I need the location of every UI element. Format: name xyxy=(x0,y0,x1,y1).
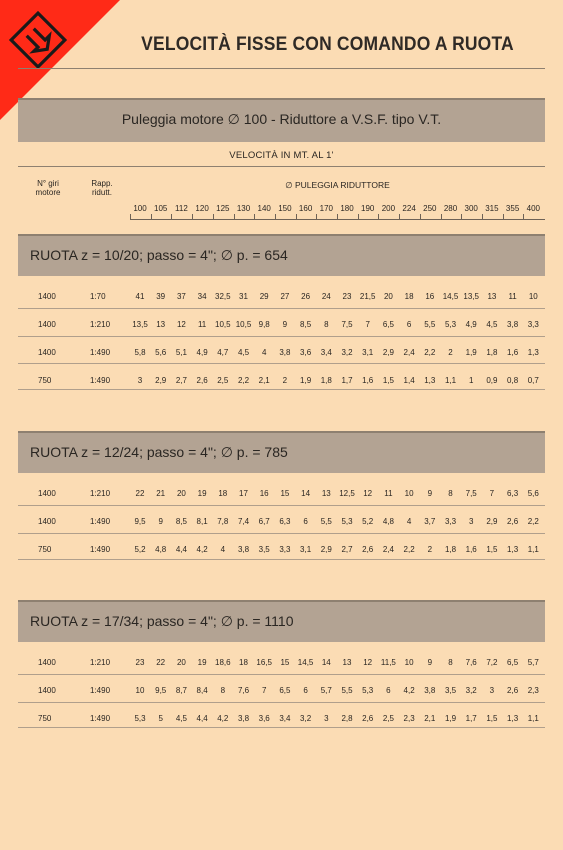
speed-value: 1,6 xyxy=(465,545,477,554)
diameter-value: 200 xyxy=(381,204,396,213)
speed-value: 10,5 xyxy=(235,320,252,329)
speed-value: 4 xyxy=(220,545,226,554)
speed-value: 11 xyxy=(197,320,207,329)
speed-value: 26 xyxy=(301,292,311,301)
speed-value: 7 xyxy=(489,489,495,498)
speed-value: 8,4 xyxy=(196,686,208,695)
speed-value: 1,3 xyxy=(527,348,539,357)
speed-value: 6,7 xyxy=(258,517,270,526)
main-band-text: Puleggia motore ∅ 100 - Riduttore a V.S.F. tipo V.T. xyxy=(121,111,442,127)
section-band xyxy=(18,431,545,473)
speed-value: 8,7 xyxy=(175,686,187,695)
ratio-cell: 1:210 xyxy=(90,320,111,329)
speed-value: 2,6 xyxy=(362,714,374,723)
speed-value: 3,8 xyxy=(237,545,250,554)
ratio-cell: 1:210 xyxy=(90,489,111,498)
speed-value: 2,7 xyxy=(175,376,187,385)
rpm-cell: 750 xyxy=(38,545,52,554)
speed-value: 4 xyxy=(261,348,267,357)
speed-value: 7,4 xyxy=(237,517,250,526)
speed-value: 15 xyxy=(280,658,290,667)
speed-value: 10 xyxy=(528,292,538,301)
speed-value: 3,3 xyxy=(279,545,291,554)
speed-value: 2,2 xyxy=(237,376,250,385)
speed-value: 11 xyxy=(508,292,517,301)
speed-value: 6 xyxy=(303,686,308,695)
row-divider xyxy=(18,363,545,364)
speed-value: 1,1 xyxy=(527,714,539,723)
speed-value: 3 xyxy=(468,517,474,526)
speed-value: 18 xyxy=(239,658,248,667)
speed-value: 9,8 xyxy=(258,320,270,329)
diameter-value: 160 xyxy=(298,204,313,213)
diameter-tick-line xyxy=(130,219,545,220)
speed-value: 3 xyxy=(137,376,143,385)
speed-value: 5,7 xyxy=(320,686,332,695)
speed-value: 0,8 xyxy=(507,376,519,385)
speed-value: 37 xyxy=(176,292,186,301)
speed-value: 16 xyxy=(425,292,435,301)
diameter-value: 250 xyxy=(423,204,437,213)
ratio-cell: 1:490 xyxy=(90,714,111,723)
speed-value: 4 xyxy=(406,517,412,526)
speed-value: 6,5 xyxy=(382,320,394,329)
speed-value: 16,5 xyxy=(256,658,272,667)
speed-value: 13 xyxy=(487,292,497,301)
speed-value: 13 xyxy=(321,489,331,498)
speed-value: 9 xyxy=(427,658,433,667)
speed-value: 1,6 xyxy=(362,376,374,385)
speed-value: 2,1 xyxy=(424,714,436,723)
speed-value: 0,9 xyxy=(486,376,498,385)
speed-value: 17 xyxy=(239,489,248,498)
diameter-value: 190 xyxy=(361,204,375,213)
speed-value: 9 xyxy=(158,517,163,526)
speed-value: 3,2 xyxy=(341,348,353,357)
speed-value: 19 xyxy=(197,489,207,498)
section-title: RUOTA z = 12/24; passo = 4"; ∅ p. = 785 xyxy=(30,444,288,460)
speed-value: 2 xyxy=(427,545,433,554)
speed-value: 2,6 xyxy=(507,686,519,695)
speed-value: 3,7 xyxy=(424,517,436,526)
ratio-cell: 1:70 xyxy=(90,292,106,301)
speed-value: 1 xyxy=(468,376,474,385)
speed-value: 1,6 xyxy=(507,348,519,357)
row-divider xyxy=(18,702,545,703)
speed-value: 2 xyxy=(282,376,288,385)
speed-value: 1,8 xyxy=(444,545,457,554)
speed-value: 21 xyxy=(156,489,166,498)
speed-value: 6,5 xyxy=(507,658,519,667)
speed-value: 2,2 xyxy=(424,348,436,357)
speed-value: 8 xyxy=(220,686,226,695)
section-band xyxy=(18,600,545,642)
speed-value: 15 xyxy=(280,489,290,498)
speed-value: 20 xyxy=(383,292,393,301)
speed-value: 14 xyxy=(301,489,311,498)
speed-value: 5,8 xyxy=(134,348,146,357)
speed-value: 4,8 xyxy=(382,517,394,526)
speed-value: 2,6 xyxy=(362,545,374,554)
col-header-diameter: ∅ PULEGGIA RIDUTTORE xyxy=(285,180,390,190)
diameter-value: 280 xyxy=(443,204,458,213)
subtitle-divider xyxy=(18,166,545,167)
speed-value: 6,3 xyxy=(279,517,291,526)
section-title: RUOTA z = 10/20; passo = 4"; ∅ p. = 654 xyxy=(30,247,288,263)
diameter-value: 120 xyxy=(195,204,209,213)
diameter-value: 112 xyxy=(175,204,188,213)
speed-value: 3,8 xyxy=(424,686,436,695)
speed-value: 14,5 xyxy=(297,658,314,667)
speed-unit-label: VELOCITÀ IN MT. AL 1' xyxy=(229,150,334,161)
rpm-cell: 1400 xyxy=(38,489,56,498)
speed-value: 9,5 xyxy=(155,686,167,695)
speed-value: 1,9 xyxy=(444,714,457,723)
speed-value: 2,4 xyxy=(403,348,415,357)
speed-value: 2,6 xyxy=(196,376,208,385)
speed-value: 3 xyxy=(489,686,495,695)
speed-value: 1,8 xyxy=(486,348,498,357)
speed-value: 3,1 xyxy=(362,348,374,357)
speed-value: 1,7 xyxy=(465,714,477,723)
speed-value: 4,2 xyxy=(403,686,415,695)
speed-value: 1,3 xyxy=(507,545,519,554)
speed-value: 11,5 xyxy=(380,658,396,667)
speed-value: 4,4 xyxy=(175,545,187,554)
speed-value: 19 xyxy=(197,658,207,667)
speed-value: 23 xyxy=(135,658,145,667)
speed-value: 9 xyxy=(282,320,288,329)
speed-value: 8,5 xyxy=(175,517,187,526)
speed-value: 21,5 xyxy=(359,292,376,301)
speed-value: 10,5 xyxy=(215,320,231,329)
speed-value: 6 xyxy=(406,320,412,329)
speed-value: 7,6 xyxy=(237,686,250,695)
diameter-value: 400 xyxy=(526,204,540,213)
speed-value: 16 xyxy=(259,489,269,498)
speed-value: 1,1 xyxy=(444,376,457,385)
speed-value: 4,5 xyxy=(175,714,187,723)
speed-value: 9 xyxy=(427,489,433,498)
diameter-value: 180 xyxy=(340,204,354,213)
diameter-value: 105 xyxy=(154,204,168,213)
speed-value: 4,2 xyxy=(196,545,208,554)
speed-value: 2,3 xyxy=(527,686,539,695)
speed-value: 9,5 xyxy=(134,517,146,526)
speed-value: 3,2 xyxy=(465,686,477,695)
speed-value: 2,9 xyxy=(320,545,332,554)
speed-value: 2,6 xyxy=(507,517,519,526)
speed-value: 4,2 xyxy=(217,714,229,723)
row-divider xyxy=(18,505,545,506)
speed-value: 7,5 xyxy=(341,320,353,329)
speed-value: 22 xyxy=(135,489,145,498)
speed-value: 7,5 xyxy=(465,489,477,498)
row-divider xyxy=(18,308,545,309)
section-band xyxy=(18,234,545,276)
row-divider xyxy=(18,559,545,560)
speed-value: 18 xyxy=(404,292,414,301)
speed-value: 5,2 xyxy=(362,517,374,526)
rpm-cell: 750 xyxy=(38,714,52,723)
ratio-cell: 1:490 xyxy=(90,348,111,357)
speed-value: 18 xyxy=(218,489,228,498)
speed-value: 8,5 xyxy=(300,320,312,329)
speed-value: 20 xyxy=(176,658,186,667)
main-band xyxy=(18,98,545,142)
speed-value: 5,6 xyxy=(155,348,167,357)
speed-value: 7 xyxy=(261,686,267,695)
row-divider xyxy=(18,389,545,390)
speed-value: 7,8 xyxy=(217,517,229,526)
rpm-cell: 1400 xyxy=(38,517,56,526)
speed-value: 3,1 xyxy=(300,545,312,554)
speed-value: 10 xyxy=(135,686,145,695)
speed-value: 1,8 xyxy=(320,376,332,385)
ratio-cell: 1:490 xyxy=(90,517,111,526)
speed-value: 2,7 xyxy=(341,545,353,554)
ratio-cell: 1:210 xyxy=(90,658,111,667)
speed-value: 2,3 xyxy=(403,714,415,723)
speed-value: 1,5 xyxy=(486,714,498,723)
diameter-value: 100 xyxy=(133,204,147,213)
speed-value: 1,9 xyxy=(465,348,477,357)
speed-value: 1,7 xyxy=(341,376,353,385)
row-divider xyxy=(18,727,545,728)
speed-value: 6 xyxy=(303,517,308,526)
col-header-ratio: Rapp. ridutt. xyxy=(91,179,113,197)
speed-value: 1,1 xyxy=(527,545,539,554)
speed-value: 12 xyxy=(363,658,373,667)
diameter-value: 355 xyxy=(505,204,520,213)
speed-value: 10 xyxy=(404,489,414,498)
speed-value: 8 xyxy=(448,489,453,498)
diameter-value: 140 xyxy=(257,204,271,213)
speed-value: 7 xyxy=(365,320,370,329)
speed-value: 5,2 xyxy=(134,545,146,554)
speed-value: 8 xyxy=(448,658,453,667)
rpm-cell: 1400 xyxy=(38,348,56,357)
speed-value: 2,9 xyxy=(382,348,394,357)
speed-value: 4,9 xyxy=(196,348,208,357)
speed-value: 20 xyxy=(176,489,186,498)
speed-value: 22 xyxy=(156,658,166,667)
speed-value: 0,7 xyxy=(527,376,539,385)
speed-value: 2,5 xyxy=(217,376,229,385)
speed-value: 3,5 xyxy=(258,545,270,554)
ratio-cell: 1:490 xyxy=(90,545,111,554)
speed-value: 2,9 xyxy=(486,517,498,526)
speed-value: 41 xyxy=(135,292,145,301)
speed-value: 3,3 xyxy=(527,320,539,329)
speed-value: 3,3 xyxy=(444,517,457,526)
page-title: VELOCITÀ FISSE CON COMANDO A RUOTA xyxy=(141,34,514,55)
ratio-cell: 1:490 xyxy=(90,686,111,695)
speed-value: 13 xyxy=(342,658,352,667)
speed-value: 5 xyxy=(158,714,163,723)
speed-value: 3,6 xyxy=(258,714,270,723)
speed-value: 24 xyxy=(321,292,331,301)
speed-value: 6 xyxy=(386,686,391,695)
speed-value: 13,5 xyxy=(132,320,148,329)
diameter-value: 125 xyxy=(216,204,230,213)
speed-value: 39 xyxy=(156,292,166,301)
speed-value: 14 xyxy=(321,658,331,667)
speed-value: 6,3 xyxy=(507,489,519,498)
speed-value: 7,6 xyxy=(465,658,477,667)
speed-value: 11 xyxy=(384,489,393,498)
speed-value: 3 xyxy=(324,714,329,723)
row-divider xyxy=(18,336,545,337)
speed-value: 3,6 xyxy=(300,348,312,357)
speed-value: 3,8 xyxy=(507,320,519,329)
speed-value: 1,5 xyxy=(382,376,394,385)
speed-value: 12 xyxy=(363,489,373,498)
speed-value: 10 xyxy=(404,658,414,667)
speed-value: 5,3 xyxy=(362,686,374,695)
speed-value: 32,5 xyxy=(215,292,231,301)
speed-value: 1,3 xyxy=(507,714,519,723)
speed-value: 5,3 xyxy=(134,714,146,723)
speed-value: 1,9 xyxy=(300,376,312,385)
diameter-value: 300 xyxy=(464,204,478,213)
rpm-cell: 1400 xyxy=(38,658,56,667)
speed-value: 6,5 xyxy=(279,686,291,695)
speed-value: 13,5 xyxy=(463,292,479,301)
speed-value: 2,9 xyxy=(155,376,167,385)
speed-value: 5,5 xyxy=(424,320,436,329)
diameter-value: 150 xyxy=(278,204,292,213)
speed-value: 5,5 xyxy=(320,517,332,526)
speed-value: 12,5 xyxy=(339,489,355,498)
rpm-cell: 1400 xyxy=(38,320,56,329)
rpm-cell: 750 xyxy=(38,376,52,385)
diameter-value: 170 xyxy=(319,204,333,213)
speed-value: 2,4 xyxy=(382,545,394,554)
rpm-cell: 1400 xyxy=(38,686,56,695)
speed-value: 27 xyxy=(280,292,290,301)
speed-value: 4,5 xyxy=(486,320,498,329)
speed-value: 3,5 xyxy=(444,686,457,695)
speed-value: 3,8 xyxy=(279,348,291,357)
speed-value: 12 xyxy=(176,320,186,329)
speed-value: 8,1 xyxy=(196,517,208,526)
speed-value: 5,7 xyxy=(527,658,539,667)
speed-value: 2 xyxy=(448,348,453,357)
speed-value: 2,8 xyxy=(341,714,353,723)
speed-value: 4,5 xyxy=(237,348,250,357)
row-divider xyxy=(18,533,545,534)
speed-value: 7,2 xyxy=(486,658,498,667)
speed-value: 5,3 xyxy=(444,320,457,329)
speed-value: 1,3 xyxy=(424,376,436,385)
speed-value: 5,3 xyxy=(341,517,353,526)
speed-value: 1,5 xyxy=(486,545,498,554)
title-divider xyxy=(18,68,545,69)
speed-value: 3,2 xyxy=(300,714,312,723)
speed-value: 4,9 xyxy=(465,320,477,329)
speed-value: 5,1 xyxy=(175,348,187,357)
speed-value: 3,8 xyxy=(237,714,250,723)
diameter-value: 224 xyxy=(402,204,416,213)
speed-value: 14,5 xyxy=(442,292,459,301)
row-divider xyxy=(18,674,545,675)
speed-value: 1,4 xyxy=(403,376,415,385)
speed-value: 13 xyxy=(156,320,166,329)
speed-value: 29 xyxy=(259,292,269,301)
speed-value: 2,5 xyxy=(382,714,394,723)
rpm-cell: 1400 xyxy=(38,292,56,301)
speed-value: 18,6 xyxy=(215,658,231,667)
speed-value: 4,8 xyxy=(155,545,167,554)
speed-value: 4,7 xyxy=(217,348,229,357)
speed-value: 5,6 xyxy=(527,489,539,498)
diameter-value: 130 xyxy=(236,204,251,213)
speed-value: 4,4 xyxy=(196,714,208,723)
speed-value: 8 xyxy=(324,320,329,329)
speed-value: 3,4 xyxy=(320,348,332,357)
speed-value: 2,2 xyxy=(403,545,415,554)
speed-value: 34 xyxy=(197,292,207,301)
diameter-value: 315 xyxy=(485,204,499,213)
ratio-cell: 1:490 xyxy=(90,376,111,385)
speed-value: 31 xyxy=(239,292,248,301)
speed-value: 23 xyxy=(342,292,352,301)
speed-value: 3,4 xyxy=(279,714,291,723)
speed-value: 2,1 xyxy=(258,376,270,385)
section-title: RUOTA z = 17/34; passo = 4"; ∅ p. = 1110 xyxy=(30,613,294,629)
speed-value: 5,5 xyxy=(341,686,353,695)
col-header-motor: N° giri motore xyxy=(35,179,61,197)
speed-value: 2,2 xyxy=(527,517,539,526)
